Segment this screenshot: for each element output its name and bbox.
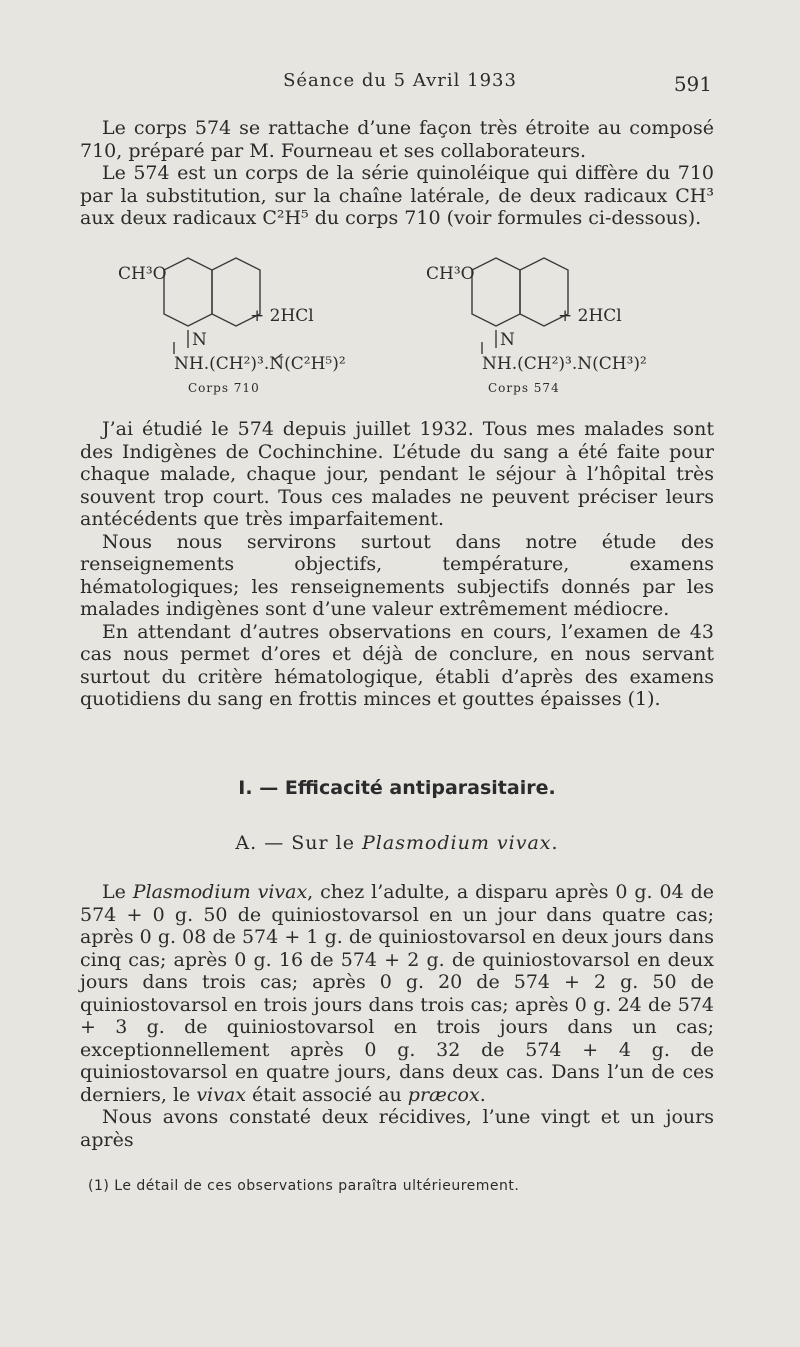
salt-label: + 2HCl bbox=[558, 306, 622, 326]
subsection-prefix: A. — Sur le bbox=[235, 832, 362, 854]
intro-text bbox=[80, 117, 714, 230]
formula-caption: Corps 710 bbox=[188, 381, 260, 395]
ring-nitrogen-label: N bbox=[500, 330, 515, 350]
subsection-suffix: . bbox=[551, 832, 559, 854]
running-title: Séance du 5 Avril 1933 bbox=[283, 70, 517, 91]
paragraph-vivax bbox=[80, 881, 714, 1106]
italic-run: præcox bbox=[407, 1083, 480, 1106]
paragraph: En attendant d’autres observations en cours, l’examen de 43 cas nous permet d’ores et déjà de conclure, en nous servant surtout du critère hématologique, établi d’après des examens quotidiens du sang en frottis minces et gouttes épaisses (1). bbox=[80, 620, 714, 710]
methoxy-label: CH³O bbox=[118, 264, 167, 284]
salt-label: + 2HCl bbox=[250, 306, 314, 326]
observations-text bbox=[80, 418, 714, 711]
text-run: était associé au bbox=[245, 1083, 408, 1106]
formula-corps-574 bbox=[420, 250, 700, 410]
subsection-heading bbox=[80, 832, 714, 854]
italic-run: Plasmodium vivax bbox=[132, 881, 308, 903]
paragraph: Le 574 est un corps de la série quinoléique qui diffère du 710 par la substitution, sur la chaîne latérale, de deux radicaux CH³ aux deux radicaux C²H⁵ du corps 710 (voir formules ci-dessous). bbox=[80, 162, 714, 229]
methoxy-label: CH³O bbox=[426, 264, 475, 284]
section-heading: I. — Efficacité antiparasitaire. bbox=[238, 777, 556, 799]
italic-run: vivax bbox=[196, 1083, 246, 1106]
subsection-italic: Plasmodium vivax bbox=[362, 832, 552, 854]
text-run: . bbox=[479, 1083, 486, 1106]
page-header bbox=[80, 70, 720, 96]
page-number: 591 bbox=[673, 72, 712, 96]
side-chain-label: NH.(CH²)³.N(CH³)² bbox=[482, 354, 647, 374]
vivax-text bbox=[80, 881, 714, 1151]
side-chain-label: NH.(CH²)³.N(C²H⁵)² bbox=[174, 354, 346, 374]
ring-nitrogen-label: N bbox=[192, 330, 207, 350]
text-run: Le bbox=[102, 881, 133, 903]
paragraph: Nous avons constaté deux récidives, l’une vingt et un jours après bbox=[80, 1106, 714, 1151]
text-run: , chez l’adulte, a disparu après 0 g. 04 de 574 + 0 g. 50 de quiniostovarsol en un jour dans quatre cas; après 0 g. 08 de 574 + 1 g. de quiniostovarsol en deux jours dans cinq cas; après 0 g. 16 de 574 + 2 g. de quiniostovarsol en deux jours dans trois cas; après 0 g. 20 de 574 + 2 g. 50 de quiniostovarsol en trois jours dans trois cas; après 0 g. 24 de 574 + 3 g. de quiniostovarsol en trois jours dans un cas; exceptionnellement après 0 g. 32 de 574 + 4 g. de quiniostovarsol en quatre jours, dans deux cas. Dans l’un de ces derniers, le bbox=[80, 881, 714, 1106]
footnote: (1) Le détail de ces observations paraîtra ultérieurement. bbox=[88, 1178, 520, 1194]
paragraph: Le corps 574 se rattache d’une façon très étroite au composé 710, préparé par M. Fourneau et ses collaborateurs. bbox=[80, 117, 714, 162]
formula-caption: Corps 574 bbox=[488, 381, 560, 395]
paragraph: Nous nous servirons surtout dans notre étude des renseignements objectifs, température, examens hématologiques; les renseignements subjectifs donnés par les malades indigènes sont d’une valeur extrêmement médiocre. bbox=[80, 530, 714, 620]
paragraph: J’ai étudié le 574 depuis juillet 1932. Tous mes malades sont des Indigènes de Cochinchine. L’étude du sang a été faite pour chaque malade, chaque jour, pendant le séjour à l’hôpital très souvent trop court. Tous ces malades ne peuvent préciser leurs antécédents que très imparfaitement. bbox=[80, 418, 714, 530]
formula-corps-710 bbox=[112, 250, 392, 410]
